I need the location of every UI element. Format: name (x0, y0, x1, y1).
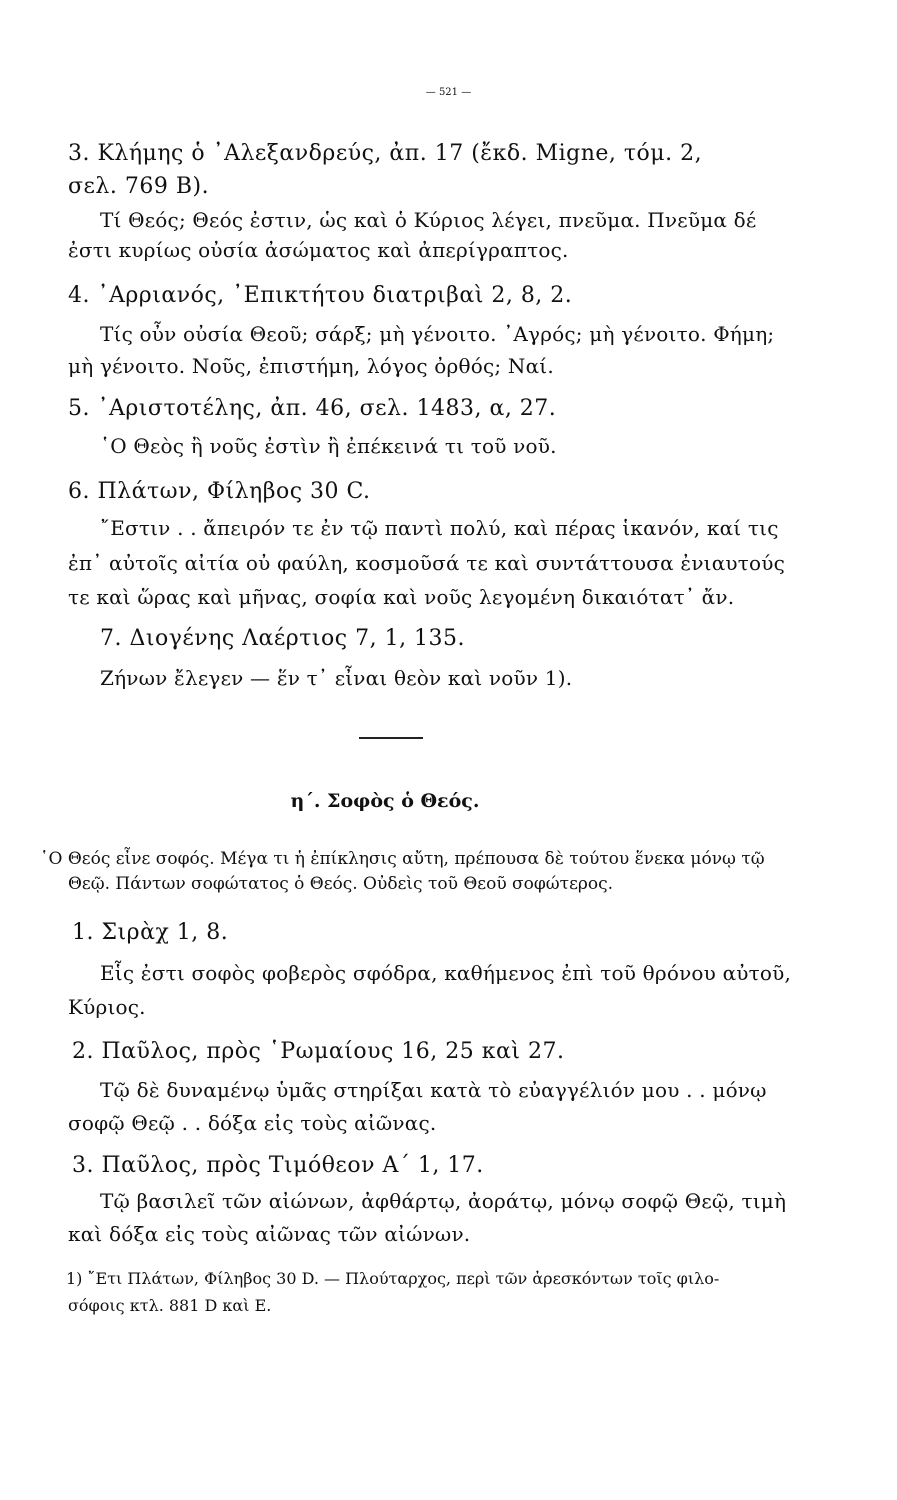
citation-heading: 2. Παῦλος, πρὸς ῾Ρωμαίους 16, 25 καὶ 27. (72, 1039, 565, 1064)
citation-heading: σελ. 769 B). (68, 174, 210, 199)
citation-heading: 3. Παῦλος, πρὸς Τιμόθεον Α΄ 1, 17. (72, 1153, 484, 1178)
quote-line: ἐστι κυρίως οὐσία ἀσώματος καὶ ἀπερίγραπτος. (68, 238, 569, 262)
citation-heading: 4. ᾿Αρριανός, ᾿Επικτήτου διατριβαὶ 2, 8, 2. (68, 283, 573, 308)
quote-line: ῎Εστιν . . ἄπειρόν τε ἐν τῷ παντὶ πολύ, καὶ πέρας ἱκανόν, καί τις (100, 516, 779, 540)
quote-line: Κύριος. (68, 995, 146, 1019)
quote-line: Ζήνων ἔλεγεν — ἕν τ᾿ εἶναι θεὸν καὶ νοῦν 1). (100, 666, 573, 690)
quote-line: Εἷς ἐστι σοφὸς φοβερὸς σφόδρα, καθήμενος ἐπὶ τοῦ θρόνου αὐτοῦ, (100, 961, 792, 985)
quote-line: τε καὶ ὥρας καὶ μῆνας, σοφία καὶ νοῦς λεγομένη δικαιότατ᾿ ἄν. (68, 585, 735, 609)
quote-line: Τῷ δὲ δυναμένῳ ὑμᾶς στηρίξαι κατὰ τὸ εὐαγγέλιόν μου . . μόνῳ (100, 1078, 767, 1102)
quote-line: Τίς οὖν οὐσία Θεοῦ; σάρξ; μὴ γένοιτο. ᾿Αγρός; μὴ γένοιτο. Φήμη; (100, 322, 775, 346)
citation-heading: 3. Κλήμης ὁ ᾿Αλεξανδρεύς, ἀπ. 17 (ἔκδ. Migne, τόμ. 2, (68, 141, 703, 166)
quote-line: μὴ γένοιτο. Νοῦς, ἐπιστήμη, λόγος ὀρθός; Ναί. (68, 354, 554, 378)
quote-line: Τί Θεός; Θεός ἐστιν, ὡς καὶ ὁ Κύριος λέγει, πνεῦμα. Πνεῦμα δέ (100, 208, 757, 232)
quote-line: ῾Ο Θεὸς ἢ νοῦς ἐστὶν ἢ ἐπέκεινά τι τοῦ νοῦ. (100, 434, 557, 458)
quote-line: ἐπ᾿ αὐτοῖς αἰτία οὐ φαύλη, κοσμοῦσά τε καὶ συντάττουσα ἐνιαυτούς (68, 551, 786, 575)
citation-heading: 5. ᾿Αριστοτέλης, ἀπ. 46, σελ. 1483, α, 27. (68, 396, 557, 421)
citation-heading: 1. Σιρὰχ 1, 8. (72, 920, 229, 945)
quote-line: Τῷ βασιλεῖ τῶν αἰώνων, ἀφθάρτῳ, ἀοράτῳ, μόνῳ σοφῷ Θεῷ, τιμὴ (100, 1189, 787, 1213)
quote-line: καὶ δόξα εἰς τοὺς αἰῶνας τῶν αἰώνων. (68, 1222, 471, 1246)
intro-line: ῾Ο Θεός εἶνε σοφός. Μέγα τι ἡ ἐπίκλησις αὔτη, πρέπουσα δὲ τούτου ἕνεκα μόνῳ τῷ (40, 849, 765, 869)
section-divider (359, 737, 423, 739)
footnote: 1) ῎Ετι Πλάτων, Φίληβος 30 D. — Πλούταρχος, περὶ τῶν ἀρεσκόντων τοῖς φιλο- (66, 1269, 720, 1288)
citation-heading: 6. Πλάτων, Φίληβος 30 C. (68, 479, 371, 504)
citation-heading: 7. Διογένης Λαέρτιος 7, 1, 135. (100, 626, 466, 651)
page-number: — 521 — (425, 87, 472, 98)
quote-line: σοφῷ Θεῷ . . δόξα εἰς τοὺς αἰῶνας. (68, 1111, 437, 1135)
section-title: η΄. Σοφὸς ὁ Θεός. (290, 790, 480, 812)
intro-line: Θεῷ. Πάντων σοφώτατος ὁ Θεός. Οὐδεὶς τοῦ Θεοῦ σοφώτερος. (68, 874, 614, 894)
footnote: σόφοις κτλ. 881 D καὶ E. (68, 1296, 272, 1315)
